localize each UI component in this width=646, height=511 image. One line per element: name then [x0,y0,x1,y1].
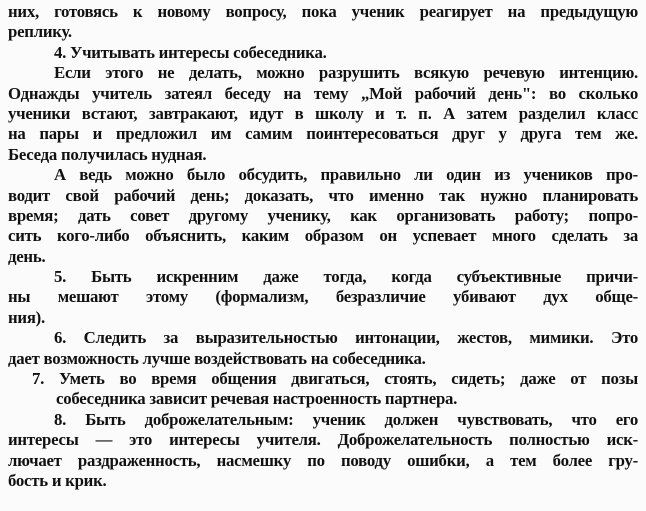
item-6-line-2: дает возможность лучше воздействовать на собеседника. [8,348,426,368]
text-line-10: водит свой рабочий день; доказать, что именно так нужно планировать [8,185,638,205]
text-line-9: А ведь можно было обсудить, правильно ли один из учеников про- [54,165,638,185]
item-7-line-1: 7. Уметь во время общения двигаться, стоять, сидеть; даже от позы [32,369,638,389]
item-8-line-3: лючает раздраженность, насмешку по поводу ошибки, а тем более гру- [8,450,638,470]
text-line-13: день. [8,246,46,266]
text-line-2: реплику. [8,22,72,42]
item-4-heading: 4. Учитывать интересы собеседника. [54,42,327,62]
text-line-7: на пары и предложил им самим поинтересоваться друг у друга тем же. [8,124,638,144]
item-8-line-1: 8. Быть доброжелательным: ученик должен чувствовать, что его [54,409,638,429]
text-line-8: Беседа получилась нудная. [8,144,207,164]
text-line-4: Если этого не делать, можно разрушить всякую речевую интенцию. [54,63,638,83]
item-7-line-2: собеседника зависит речевая настроенность партнера. [56,389,458,409]
item-8-line-4: бость и крик. [8,470,107,490]
text-line-5: Однажды учитель затеял беседу на тему „Мой рабочий день": во сколько [8,83,638,103]
text-line-6: ученики встают, завтракают, идут в школу и т. п. А затем разделил класс [8,103,638,123]
item-5-line-3: ния). [8,307,45,327]
item-5-line-2: ны мешают этому (формализм, безразличие убивают дух обще- [8,287,638,307]
item-8-line-2: интересы — это интересы учителя. Доброжелательность полностью иск- [8,430,638,450]
text-line-11: время; дать совет другому ученику, как организовать работу; попро- [8,205,638,225]
text-line-1: них, готовясь к новому вопросу, пока ученик реагирует на предыдущую [8,2,638,21]
text-line-12: сить кого-либо объяснить, каким образом он успевает много сделать за [8,226,638,246]
item-6-line-1: 6. Следить за выразительностью интонации, жестов, мимики. Это [54,328,638,348]
item-5-line-1: 5. Быть искренним даже тогда, когда субъективные причи- [54,267,638,287]
